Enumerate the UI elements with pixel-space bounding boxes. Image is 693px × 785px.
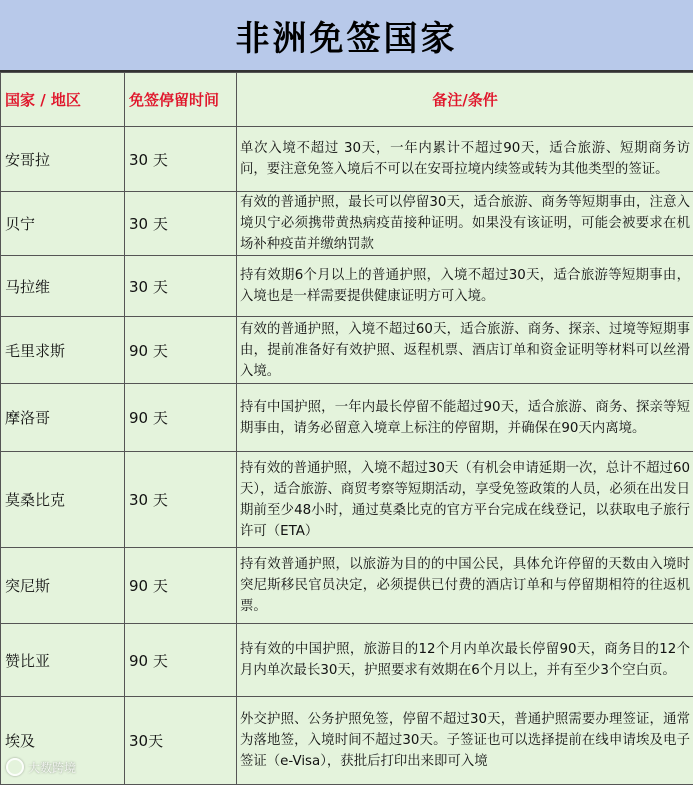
watermark — [6, 758, 76, 776]
note-cell: 有效的普通护照，最长可以停留30天，适合旅游、商务等短期事由，注意入境贝宁必须携带黄热病疫苗接种证明。如果没有该证明，可能会被要求在机场补种疫苗并缴纳罚款 — [237, 192, 693, 256]
header-note: 备注/条件 — [237, 73, 693, 127]
table-row — [1, 256, 693, 317]
country-cell: 埃及 — [1, 697, 125, 785]
note-cell: 持有效期6个月以上的普通护照，入境不超过30天，适合旅游等短期事由，入境也是一样需要提供健康证明方可入境。 — [237, 256, 693, 317]
days-cell: 90 天 — [125, 624, 237, 697]
days-cell: 30 天 — [125, 127, 237, 192]
country-cell: 突尼斯 — [1, 548, 125, 624]
note-cell: 持有中国护照，一年内最长停留不能超过90天，适合旅游、商务、探亲等短期事由，请务必留意入境章上标注的停留期，并确保在90天内离境。 — [237, 384, 693, 452]
note-cell: 外交护照、公务护照免签，停留不超过30天，普通护照需要办理签证，通常为落地签，入境时间不超过30天。子签证也可以选择提前在线申请埃及电子签证（e-Visa），获批后打印出来即可入境 — [237, 697, 693, 785]
country-cell: 莫桑比克 — [1, 452, 125, 548]
title-bar — [0, 0, 693, 72]
watermark-logo-icon — [6, 758, 24, 776]
days-cell: 30天 — [125, 697, 237, 785]
table-row — [1, 192, 693, 256]
note-cell: 持有效的中国护照，旅游目的12个月内单次最长停留90天，商务目的12个月内单次最长30天，护照要求有效期在6个月以上，并有至少3个空白页。 — [237, 624, 693, 697]
country-cell: 贝宁 — [1, 192, 125, 256]
country-cell: 毛里求斯 — [1, 317, 125, 384]
table-row — [1, 624, 693, 697]
country-cell: 马拉维 — [1, 256, 125, 317]
header-days: 免签停留时间 — [125, 73, 237, 127]
country-cell: 安哥拉 — [1, 127, 125, 192]
days-cell: 30 天 — [125, 256, 237, 317]
note-cell: 有效的普通护照，入境不超过60天，适合旅游、商务、探亲、过境等短期事由，提前准备好有效护照、返程机票、酒店订单和资金证明等材料可以丝滑入境。 — [237, 317, 693, 384]
country-cell: 赞比亚 — [1, 624, 125, 697]
days-cell: 90 天 — [125, 317, 237, 384]
days-cell: 90 天 — [125, 548, 237, 624]
table-row — [1, 317, 693, 384]
days-cell: 90 天 — [125, 384, 237, 452]
note-cell: 单次入境不超过 30天，一年内累计不超过90天，适合旅游、短期商务访问，要注意免签入境后不可以在安哥拉境内续签或转为其他类型的签证。 — [237, 127, 693, 192]
header-country: 国家 / 地区 — [1, 73, 125, 127]
table-row — [1, 697, 693, 785]
watermark-text: 大数跨境 — [28, 759, 76, 776]
header-row — [1, 73, 693, 127]
note-cell: 持有效普通护照，以旅游为目的的中国公民，具体允许停留的天数由入境时突尼斯移民官员决定，必须提供已付费的酒店订单和与停留期相符的往返机票。 — [237, 548, 693, 624]
table-row — [1, 127, 693, 192]
table-row — [1, 384, 693, 452]
table-row — [1, 548, 693, 624]
note-cell: 持有效的普通护照，入境不超过30天（有机会申请延期一次，总计不超过60天），适合旅游、商贸考察等短期活动，享受免签政策的人员，必须在出发日期前至少48小时，通过莫桑比克的官方平台完成在线登记，以获取电子旅行许可（ETA） — [237, 452, 693, 548]
days-cell: 30 天 — [125, 192, 237, 256]
country-cell: 摩洛哥 — [1, 384, 125, 452]
visa-free-table — [0, 72, 693, 785]
days-cell: 30 天 — [125, 452, 237, 548]
page-title: 非洲免签国家 — [236, 11, 458, 60]
table-row — [1, 452, 693, 548]
